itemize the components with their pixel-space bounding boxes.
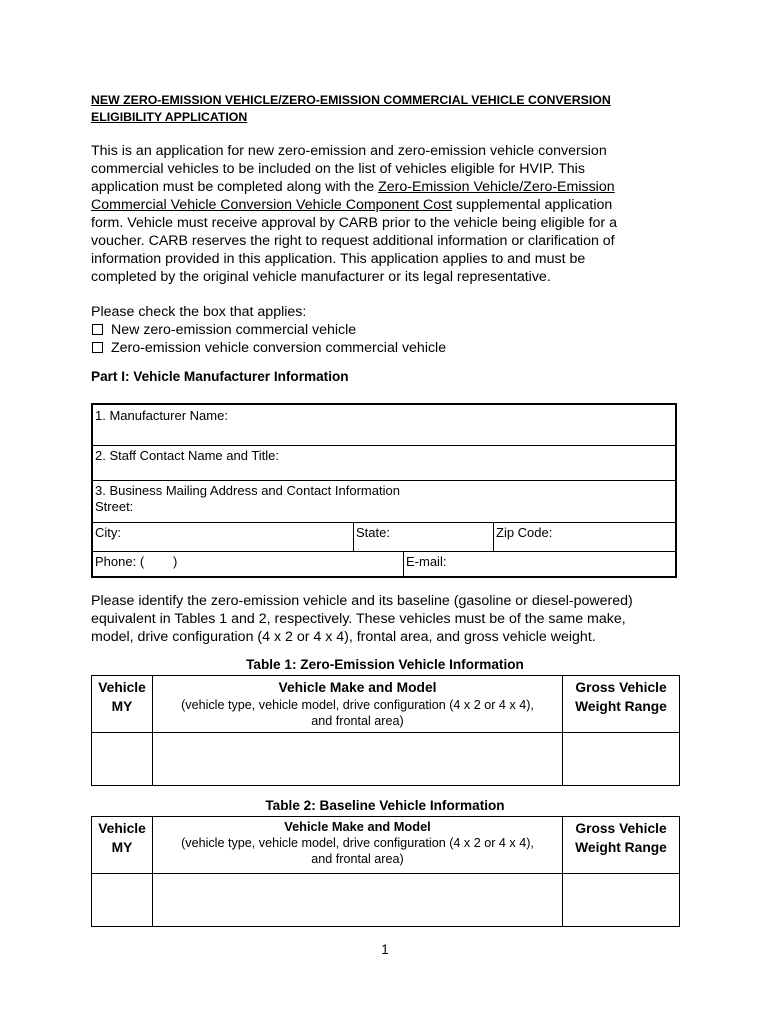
component-cost-form-link[interactable]: Commercial Vehicle Conversion Vehicle Component Cost bbox=[91, 197, 453, 213]
phone-field[interactable] bbox=[93, 552, 403, 576]
table-row bbox=[92, 733, 680, 786]
email-label: E-mail: bbox=[406, 554, 447, 569]
intro-line bbox=[91, 178, 691, 196]
title-line-1: NEW ZERO-EMISSION VEHICLE/ZERO-EMISSION COMMERCIAL VEHICLE CONVERSION bbox=[91, 93, 611, 107]
intro-line: commercial vehicles to be included on the list of vehicles eligible for HVIP. This bbox=[91, 161, 585, 177]
header-text: Weight Range bbox=[575, 699, 667, 714]
header-text: MY bbox=[111, 699, 133, 714]
intro-line bbox=[91, 196, 691, 214]
intro-line: completed by the original vehicle manufacturer or its legal representative. bbox=[91, 269, 551, 285]
intro-text: application must be completed along with the bbox=[91, 179, 379, 195]
checkbox-zev-conversion[interactable] bbox=[92, 342, 103, 353]
page-number: 1 bbox=[381, 942, 389, 957]
make-model-header bbox=[153, 817, 563, 874]
vehicle-my-cell[interactable] bbox=[92, 733, 153, 786]
intro-line: This is an application for new zero-emission and zero-emission vehicle conversion bbox=[91, 143, 607, 159]
gvw-range-header bbox=[563, 676, 680, 733]
header-text: Vehicle bbox=[98, 680, 146, 695]
table-header-row bbox=[92, 676, 680, 733]
table1-caption: Table 1: Zero-Emission Vehicle Information bbox=[246, 657, 524, 672]
header-text: Vehicle Make and Model bbox=[284, 819, 431, 834]
make-model-cell[interactable] bbox=[153, 874, 563, 927]
document-title bbox=[91, 92, 691, 126]
street-label: Street: bbox=[95, 499, 134, 514]
city-label: City: bbox=[95, 525, 121, 540]
zip-field[interactable] bbox=[493, 523, 675, 551]
option-label: Zero-emission vehicle conversion commercial vehicle bbox=[111, 340, 447, 356]
header-text: Weight Range bbox=[575, 840, 667, 855]
city-state-zip-row bbox=[93, 523, 675, 552]
part1-heading: Part I: Vehicle Manufacturer Information bbox=[91, 369, 349, 384]
vehicle-type-selection bbox=[91, 303, 691, 357]
checkbox-new-zev[interactable] bbox=[92, 324, 103, 335]
header-subtext: and frontal area) bbox=[311, 714, 404, 728]
staff-contact-label: 2. Staff Contact Name and Title: bbox=[95, 448, 280, 463]
header-text: Gross Vehicle bbox=[575, 821, 667, 836]
intro-line: information provided in this application. This application applies to and must be bbox=[91, 251, 586, 267]
header-subtext: and frontal area) bbox=[311, 852, 404, 866]
table-header-row bbox=[92, 817, 680, 874]
vehicle-my-header bbox=[92, 817, 153, 874]
manufacturer-info-form bbox=[91, 403, 677, 578]
state-field[interactable] bbox=[353, 523, 493, 551]
identify-line: model, drive configuration (4 x 2 or 4 x 4), frontal area, and gross vehicle weight. bbox=[91, 629, 596, 645]
header-subtext: (vehicle type, vehicle model, drive configuration (4 x 2 or 4 x 4), bbox=[181, 698, 534, 712]
table2-caption: Table 2: Baseline Vehicle Information bbox=[265, 798, 505, 813]
address-row[interactable] bbox=[93, 481, 675, 523]
make-model-header bbox=[153, 676, 563, 733]
gvw-range-header bbox=[563, 817, 680, 874]
component-cost-form-link[interactable]: Zero-Emission Vehicle/Zero-Emission bbox=[378, 179, 615, 195]
zev-info-table bbox=[91, 675, 680, 786]
header-text: Vehicle Make and Model bbox=[278, 680, 437, 695]
title-line-2: ELIGIBILITY APPLICATION bbox=[91, 110, 248, 124]
header-subtext: (vehicle type, vehicle model, drive configuration (4 x 2 or 4 x 4), bbox=[181, 836, 534, 850]
gvw-range-cell[interactable] bbox=[563, 733, 680, 786]
address-label: 3. Business Mailing Address and Contact Information bbox=[95, 483, 400, 498]
option-zev-conversion[interactable] bbox=[91, 339, 691, 357]
manufacturer-name-row[interactable] bbox=[93, 405, 675, 446]
identify-line: equivalent in Tables 1 and 2, respectively. These vehicles must be of the same make, bbox=[91, 611, 626, 627]
vehicle-my-cell[interactable] bbox=[92, 874, 153, 927]
zip-label: Zip Code: bbox=[496, 525, 553, 540]
address-cell bbox=[93, 481, 675, 522]
city-field[interactable] bbox=[93, 523, 353, 551]
baseline-info-table bbox=[91, 816, 680, 927]
intro-text: supplemental application bbox=[452, 197, 613, 213]
intro-line: form. Vehicle must receive approval by CARB prior to the vehicle being eligible for a bbox=[91, 215, 617, 231]
phone-email-row bbox=[93, 552, 675, 576]
intro-paragraph bbox=[91, 142, 691, 286]
identify-paragraph bbox=[91, 592, 691, 646]
table-row bbox=[92, 874, 680, 927]
staff-contact-row[interactable] bbox=[93, 446, 675, 481]
header-text: MY bbox=[111, 840, 133, 855]
email-field[interactable] bbox=[403, 552, 675, 576]
phone-label: Phone: ( ) bbox=[95, 554, 178, 569]
header-text: Vehicle bbox=[98, 821, 146, 836]
make-model-cell[interactable] bbox=[153, 733, 563, 786]
header-text: Gross Vehicle bbox=[575, 680, 667, 695]
check-prompt: Please check the box that applies: bbox=[91, 304, 307, 320]
option-label: New zero-emission commercial vehicle bbox=[111, 322, 357, 338]
vehicle-my-header bbox=[92, 676, 153, 733]
identify-line: Please identify the zero-emission vehicle and its baseline (gasoline or diesel-powered) bbox=[91, 593, 633, 609]
intro-line: voucher. CARB reserves the right to request additional information or clarification of bbox=[91, 233, 615, 249]
option-new-zev[interactable] bbox=[91, 321, 691, 339]
state-label: State: bbox=[356, 525, 390, 540]
manufacturer-name-label: 1. Manufacturer Name: bbox=[95, 408, 228, 423]
gvw-range-cell[interactable] bbox=[563, 874, 680, 927]
